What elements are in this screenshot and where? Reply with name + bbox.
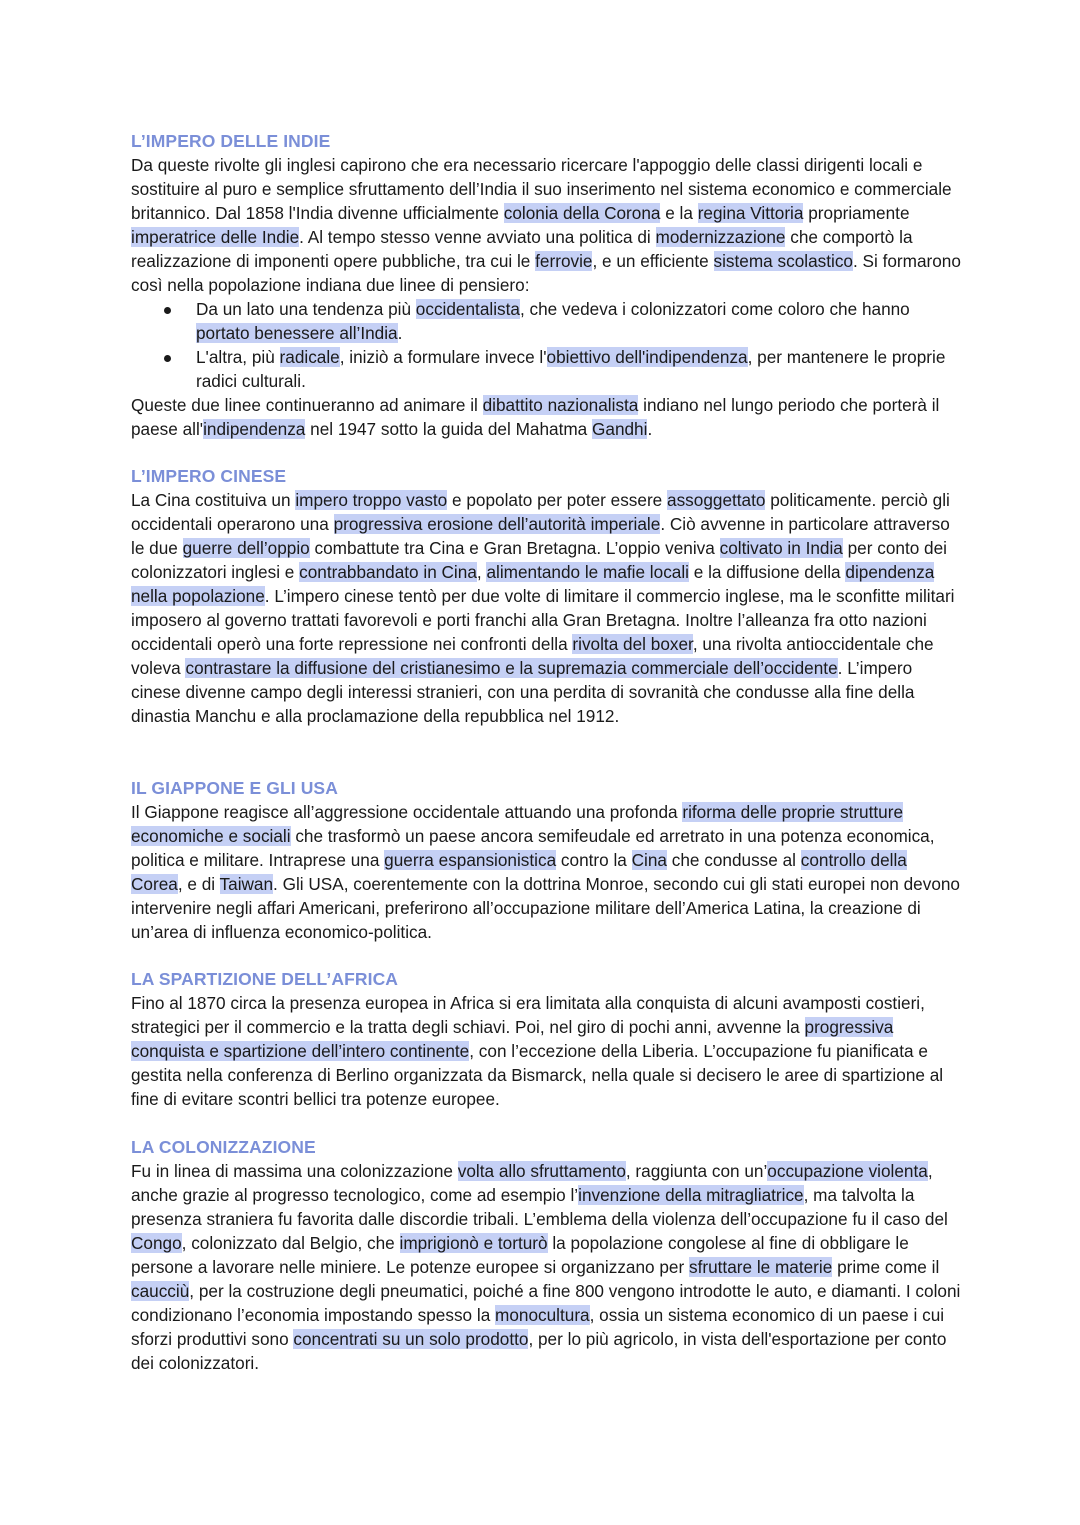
highlighted-text: imperatrice delle Indie	[131, 227, 300, 247]
highlighted-text: volta allo sfruttamento	[457, 1161, 626, 1181]
highlighted-text: progressiva conquista e spartizione dell’intero continente	[131, 1017, 894, 1061]
text-run: combattute tra Cina e Gran Bretagna. L’oppio veniva	[309, 538, 720, 558]
text-run: nel 1947 sotto la guida del Mahatma	[305, 419, 593, 439]
text-run: . Gli USA, coerentemente con la dottrina Monroe, secondo cui gli stati europei non devono intervenire negli affari Americani, preferirono all’occupazione militare dell’America Latina, la creazione di un’area di influenza economico-politica.	[131, 874, 960, 942]
bullet-list	[131, 297, 961, 393]
text-run: Da queste rivolte gli inglesi capirono che era necessario ricercare l'appoggio delle classi dirigenti locali e sostituire al puro e semplice sfruttamento dell’India il suo inserimento nel sistema economico e commerciale britannico. Dal 1858 l'India divenne ufficialmente	[131, 155, 952, 223]
section-paragraph	[131, 153, 961, 297]
highlighted-text: imprigionò e torturò	[399, 1233, 548, 1253]
highlighted-text: monocultura	[495, 1305, 590, 1325]
text-run: e popolato per poter essere	[447, 490, 668, 510]
highlighted-text: colonia della Corona	[503, 203, 661, 223]
text-run: e la	[660, 203, 698, 223]
text-run: , iniziò a formulare invece l'	[339, 347, 547, 367]
text-run: L'altra, più	[196, 347, 280, 367]
highlighted-text: rivolta del boxer	[572, 634, 693, 654]
text-run: Fu in linea di massima una colonizzazione	[131, 1161, 458, 1181]
highlighted-text: regina Vittoria	[697, 203, 804, 223]
text-run: .	[397, 323, 403, 343]
highlighted-text: dipendenza nella popolazione	[131, 562, 935, 606]
highlighted-text: Taiwan	[219, 874, 274, 894]
text-run: , e un efficiente	[592, 251, 714, 271]
highlighted-text: coltivato in India	[719, 538, 843, 558]
highlighted-text: riforma delle proprie strutture economiche e sociali	[131, 802, 904, 846]
highlighted-text: occidentalista	[415, 299, 520, 319]
highlighted-text: Cina	[631, 850, 667, 870]
text-run: politicamente. perciò gli occidentali operarono una	[131, 490, 950, 534]
text-run: . Ciò avvenne in particolare attraverso le due	[131, 514, 950, 558]
section-paragraph	[131, 800, 961, 944]
highlighted-text: sistema scolastico	[713, 251, 853, 271]
text-run: e la diffusione della	[688, 562, 846, 582]
text-run: , con l’eccezione della Liberia. L’occupazione fu pianificata e gestita nella conferenza di Berlino organizzata da Bismarck, nella quale si decisero le aree di spartizione al fine di evitare scontri bellici tra potenze europee.	[131, 1041, 944, 1109]
bullet-text	[196, 347, 945, 391]
section-heading: LA COLONIZZAZIONE	[131, 1137, 316, 1157]
section-paragraph	[131, 991, 961, 1111]
section-heading: IL GIAPPONE E GLI USA	[131, 778, 338, 798]
highlighted-text: radicale	[279, 347, 340, 367]
highlighted-text: concentrati su un solo prodotto	[293, 1329, 529, 1349]
text-run: La Cina costituiva un	[131, 490, 296, 510]
text-run: che trasformò un paese ancora semifeudale ed arretrato in una potenza economica, politica e militare. Intraprese una	[131, 826, 935, 870]
highlighted-text: guerre dell’oppio	[182, 538, 310, 558]
text-run: , raggiunta con un’	[625, 1161, 768, 1181]
highlighted-text: occupazione violenta	[767, 1161, 928, 1181]
section-heading: L’IMPERO CINESE	[131, 466, 287, 486]
highlighted-text: obiettivo dell'indipendenza	[546, 347, 748, 367]
highlighted-text: assoggettato	[667, 490, 766, 510]
text-run: , ossia un sistema economico di un paese i cui sforzi produttivi sono	[131, 1305, 945, 1349]
highlighted-text: dibattito nazionalista	[482, 395, 639, 415]
section-impero-cinese	[131, 464, 961, 728]
highlighted-text: controllo della Corea	[131, 850, 907, 894]
highlighted-text: invenzione della mitragliatrice	[578, 1185, 804, 1205]
text-run: ,	[476, 562, 487, 582]
text-run: Queste due linee continueranno ad animare il	[131, 395, 483, 415]
text-run: , anche grazie al progresso tecnologico, come ad esempio l’	[131, 1161, 933, 1205]
highlighted-text: contrastare la diffusione del cristianesimo e la supremazia commerciale dell’occidente	[185, 658, 838, 678]
highlighted-text: modernizzazione	[655, 227, 786, 247]
text-run: . L’impero cinese tentò per due volte di limitare il commercio inglese, ma le sconfitte militari imposero al governo trattati favorevoli e porti franchi alla Gran Bretagna. Inoltre l’alleanza fra otto nazioni occidentali operò una forte repressione nei confronti della	[131, 586, 955, 654]
bullet-text	[196, 299, 910, 343]
highlighted-text: contrabbandato in Cina	[299, 562, 477, 582]
section-paragraph	[131, 393, 961, 441]
text-run: che comportò la realizzazione di imponenti opere pubbliche, tra cui le	[131, 227, 913, 271]
text-run: indiano nel lungo periodo che porterà il paese all'	[131, 395, 940, 439]
section-heading: LA SPARTIZIONE DELL’AFRICA	[131, 969, 399, 989]
text-run: , una rivolta antioccidentale che voleva	[131, 634, 934, 678]
section-colonizzazione	[131, 1135, 961, 1375]
highlighted-text: progressiva erosione dell’autorità imperiale	[333, 514, 661, 534]
text-run: , per la costruzione degli pneumatici, poiché a fine 800 vengono introdotte le auto, e diamanti. I coloni condizionano l’economia impostando spesso la	[131, 1281, 961, 1325]
bullet-item	[131, 297, 961, 345]
text-run: per conto dei colonizzatori inglesi e	[131, 538, 947, 582]
text-run: contro la	[556, 850, 632, 870]
section-paragraph	[131, 488, 961, 728]
section-heading: L’IMPERO DELLE INDIE	[131, 131, 331, 151]
section-impero-indie	[131, 129, 961, 441]
highlighted-text: impero troppo vasto	[295, 490, 448, 510]
highlighted-text: Gandhi	[592, 419, 648, 439]
section-spartizione-africa	[131, 967, 961, 1111]
text-run: che condusse al	[667, 850, 801, 870]
bullet-item	[131, 345, 961, 393]
text-run: . L’impero cinese divenne campo degli interessi stranieri, con una perdita di sovranità che condusse alla fine della dinastia Manchu e alla proclamazione della repubblica nel 1912.	[131, 658, 915, 726]
text-run: Fino al 1870 circa la presenza europea in Africa si era limitata alla conquista di alcuni avamposti costieri, strategici per il commercio e la tratta degli schiavi. Poi, nel giro di pochi anni, avvenne la	[131, 993, 925, 1037]
text-run: , e di	[177, 874, 220, 894]
text-run: prime come il	[832, 1257, 940, 1277]
text-run: Il Giappone reagisce all’aggressione occidentale attuando una profonda	[131, 802, 683, 822]
text-run: , colonizzato dal Belgio, che	[181, 1233, 400, 1253]
highlighted-text: indipendenza	[203, 419, 306, 439]
bullet-dot	[164, 355, 171, 362]
text-run: Da un lato una tendenza più	[196, 299, 416, 319]
highlighted-text: sfruttare le materie	[689, 1257, 833, 1277]
text-run: , che vedeva i colonizzatori come coloro che hanno	[519, 299, 910, 319]
text-run: . Si formarono così nella popolazione indiana due linee di pensiero:	[131, 251, 961, 295]
highlighted-text: portato benessere all’India	[196, 323, 398, 343]
text-run: propriamente	[803, 203, 910, 223]
text-run: . Al tempo stesso venne avviato una politica di	[299, 227, 656, 247]
text-run: la popolazione congolese al fine di obbligare le persone a lavorare nelle miniere. Le potenze europee si organizzano per	[131, 1233, 909, 1277]
highlighted-text: alimentando le mafie locali	[486, 562, 689, 582]
highlighted-text: guerra espansionistica	[384, 850, 557, 870]
text-run: , per lo più agricolo, in vista dell'esportazione per conto dei colonizzatori.	[131, 1329, 947, 1373]
section-paragraph	[131, 1159, 961, 1375]
text-run: .	[647, 419, 653, 439]
highlighted-text: ferrovie	[535, 251, 593, 271]
text-run: , ma talvolta la presenza straniera fu favorita dalle discordie tribali. L’emblema della violenza dell’occupazione fu il caso del	[131, 1185, 948, 1229]
text-run: , per mantenere le proprie radici culturali.	[196, 347, 946, 391]
bullet-dot	[164, 307, 171, 314]
highlighted-text: Congo	[131, 1233, 182, 1253]
section-giappone-usa	[131, 776, 961, 944]
highlighted-text: caucciù	[131, 1281, 190, 1301]
